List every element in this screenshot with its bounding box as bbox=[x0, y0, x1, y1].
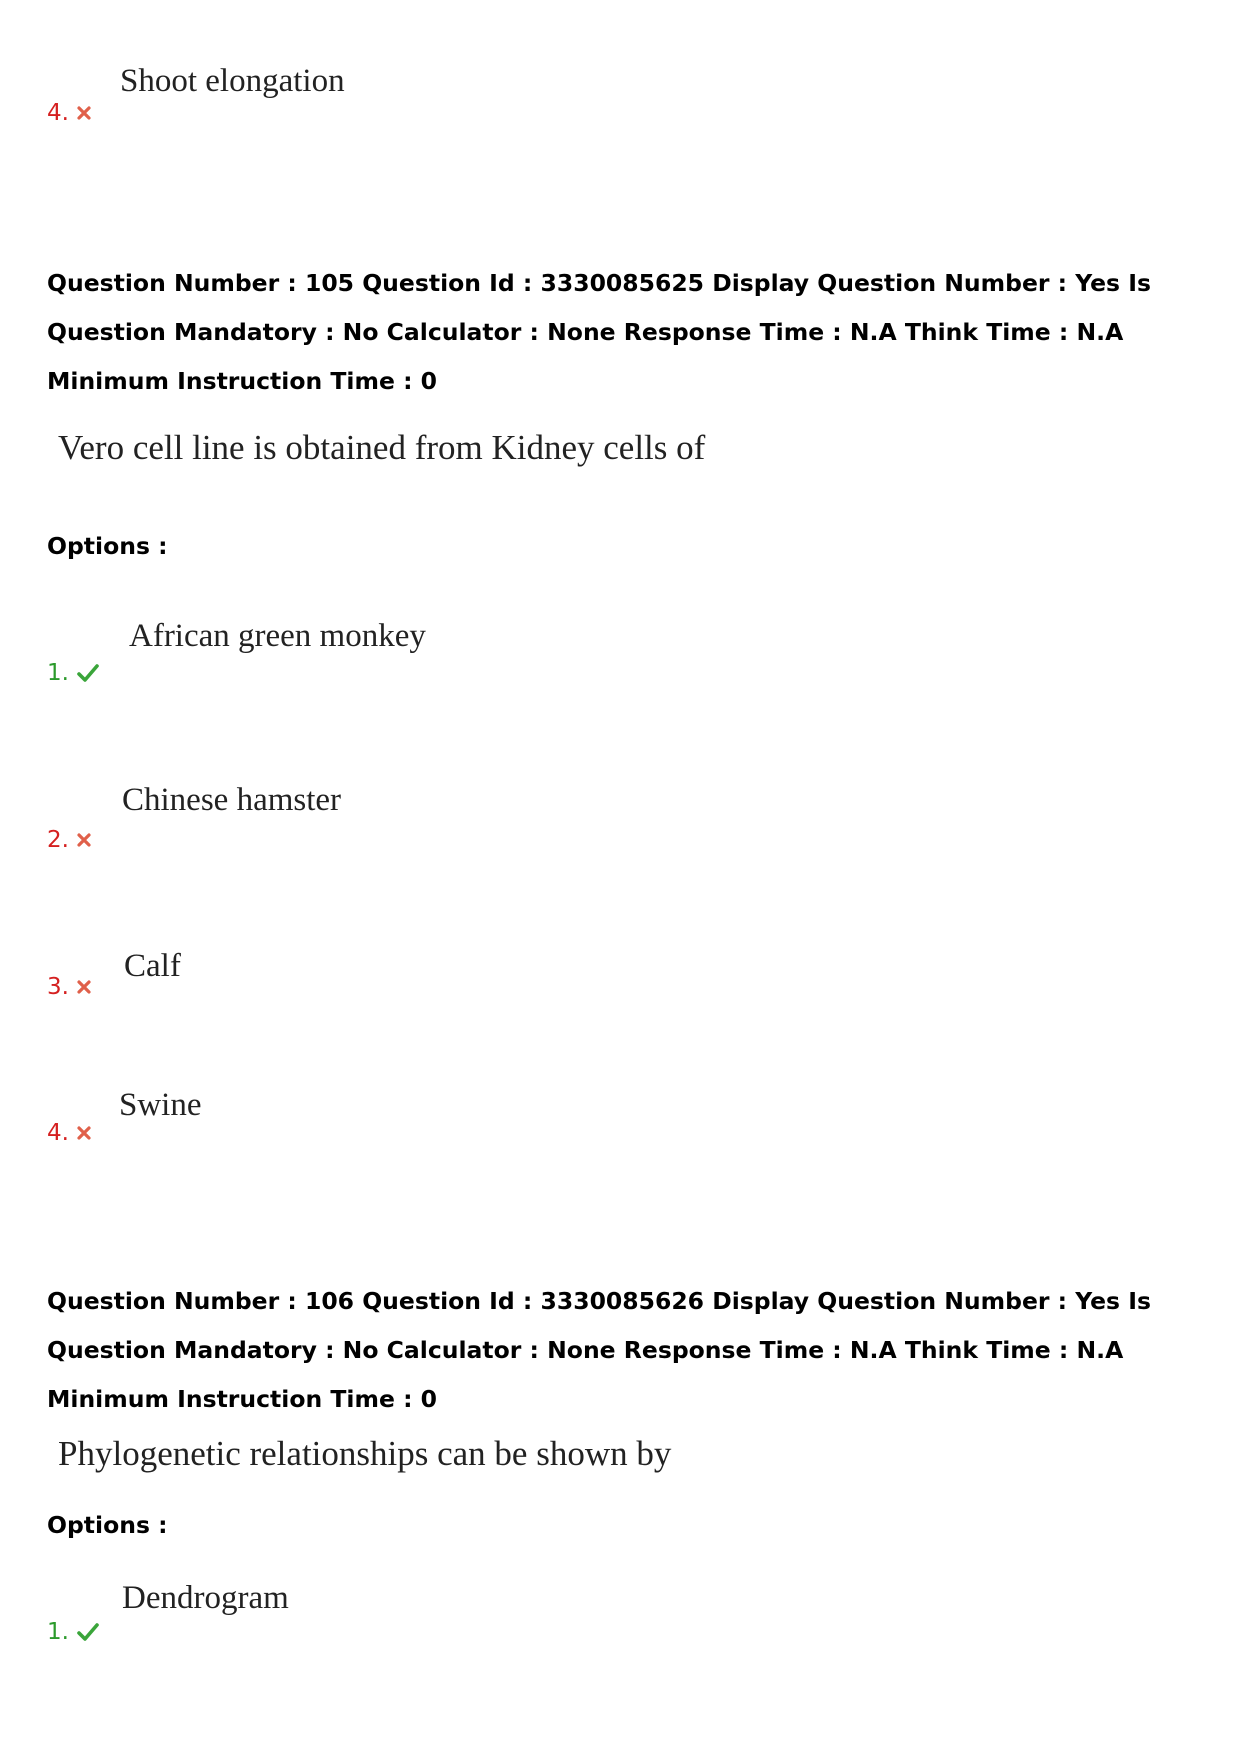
option-text: Shoot elongation bbox=[120, 63, 345, 99]
options-label: Options : bbox=[47, 532, 168, 560]
option-2[interactable] bbox=[47, 827, 91, 853]
options-label: Options : bbox=[47, 1511, 168, 1539]
option-number: 4. bbox=[47, 100, 69, 126]
cross-icon bbox=[77, 1126, 91, 1140]
option-1[interactable] bbox=[47, 660, 99, 686]
option-number: 1. bbox=[47, 1619, 69, 1645]
cross-icon bbox=[77, 833, 91, 847]
question-meta-106: Question Number : 106 Question Id : 3330085626 Display Question Number : Yes Is Question Mandatory : No Calculator : None Response Time : N.A Think Time : N.A Minimum Instruction Time : 0 bbox=[47, 1287, 1151, 1413]
question-meta-105: Question Number : 105 Question Id : 3330085625 Display Question Number : Yes Is Question Mandatory : No Calculator : None Response Time : N.A Think Time : N.A Minimum Instruction Time : 0 bbox=[47, 269, 1151, 395]
option-number: 4. bbox=[47, 1120, 69, 1146]
option-text: Dendrogram bbox=[122, 1580, 289, 1616]
option-number: 3. bbox=[47, 974, 69, 1000]
option-text: African green monkey bbox=[129, 618, 426, 654]
cross-icon bbox=[77, 106, 91, 120]
option-4[interactable] bbox=[47, 100, 91, 126]
option-3[interactable] bbox=[47, 974, 91, 1000]
option-text: Swine bbox=[119, 1087, 202, 1123]
option-number: 1. bbox=[47, 660, 69, 686]
question-text-105: Vero cell line is obtained from Kidney cells of bbox=[58, 428, 706, 467]
option-text: Calf bbox=[124, 948, 181, 984]
question-text-106: Phylogenetic relationships can be shown by bbox=[58, 1434, 672, 1473]
option-text: Chinese hamster bbox=[122, 782, 342, 818]
option-number: 2. bbox=[47, 827, 69, 853]
check-icon bbox=[77, 1623, 99, 1641]
cross-icon bbox=[77, 980, 91, 994]
check-icon bbox=[77, 664, 99, 682]
option-4[interactable] bbox=[47, 1120, 91, 1146]
option-1[interactable] bbox=[47, 1619, 99, 1645]
